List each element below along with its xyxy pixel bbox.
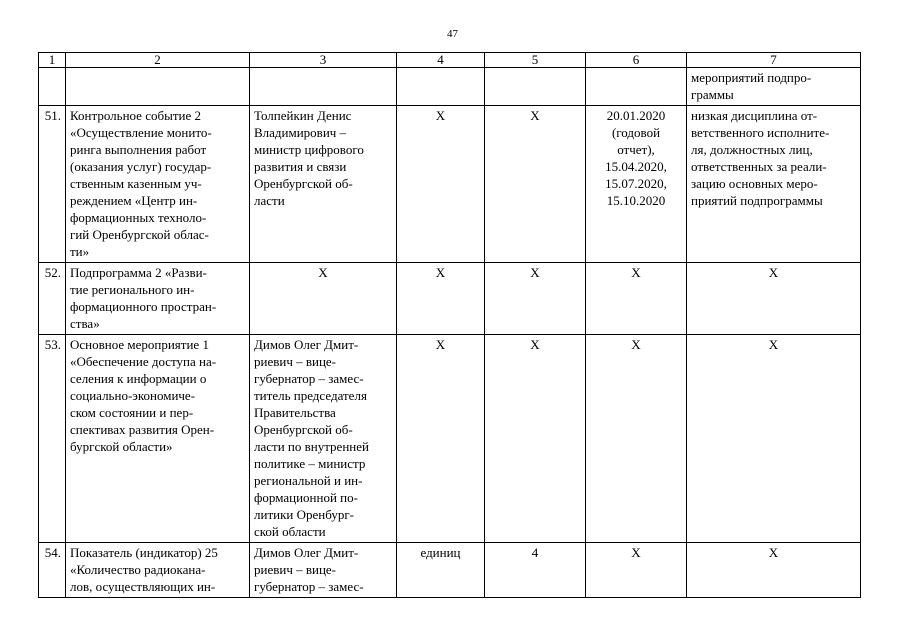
table-row: [39, 335, 861, 543]
column-header: 6: [586, 53, 687, 68]
column-header: 4: [397, 53, 485, 68]
event-cell: Подпрограмма 2 «Разви- тие регионального ин- формационного простран- ства»: [66, 263, 250, 335]
col6-cell: Х: [586, 263, 687, 335]
responsible-cell: Х: [250, 263, 397, 335]
col5-cell: Х: [485, 263, 586, 335]
event-cell: Контрольное событие 2 «Осуществление монито- ринга выполнения работ (оказания услуг) государ- ственным казенным уч- реждением «Центр ин- формационных техноло- гий Оренбургской облас- ти»: [66, 106, 250, 263]
column-header: 2: [66, 53, 250, 68]
col6-cell: Х: [586, 543, 687, 598]
col4-cell: Х: [397, 263, 485, 335]
col4-cell: Х: [397, 106, 485, 263]
row-number: 54.: [39, 543, 66, 598]
responsible-cell: Димов Олег Дмит- риевич – вице- губернатор – замес-: [250, 543, 397, 598]
col7-cell: Х: [687, 335, 861, 543]
col5-cell: 4: [485, 543, 586, 598]
page-number: 47: [447, 28, 458, 40]
table-row: [39, 543, 861, 598]
col5-cell: [485, 68, 586, 106]
col4-cell: [397, 68, 485, 106]
table-row: [39, 263, 861, 335]
event-cell: [66, 68, 250, 106]
table-row: [39, 68, 861, 106]
col5-cell: Х: [485, 106, 586, 263]
column-header: 7: [687, 53, 861, 68]
row-number: 53.: [39, 335, 66, 543]
col6-cell: 20.01.2020 (годовой отчет), 15.04.2020, 15.07.2020, 15.10.2020: [586, 106, 687, 263]
responsible-cell: Толпейкин Денис Владимирович – министр цифрового развития и связи Оренбургской об- ласти: [250, 106, 397, 263]
row-number: 51.: [39, 106, 66, 263]
responsible-cell: [250, 68, 397, 106]
event-cell: Показатель (индикатор) 25 «Количество радиокана- лов, осуществляющих ин-: [66, 543, 250, 598]
col7-cell: низкая дисциплина от- ветственного исполните- ля, должностных лиц, ответственных за реали- зацию основных меро- приятий подпрограммы: [687, 106, 861, 263]
row-number: [39, 68, 66, 106]
column-header: 3: [250, 53, 397, 68]
col5-cell: Х: [485, 335, 586, 543]
col4-cell: Х: [397, 335, 485, 543]
col4-cell: единиц: [397, 543, 485, 598]
event-cell: Основное мероприятие 1 «Обеспечение доступа на- селения к информации о социально-экономиче- ском состоянии и пер- спективах развития Орен- бургской области»: [66, 335, 250, 543]
col7-cell: Х: [687, 543, 861, 598]
column-header: 1: [39, 53, 66, 68]
col6-cell: Х: [586, 335, 687, 543]
column-header: 5: [485, 53, 586, 68]
col7-cell: мероприятий подпро- граммы: [687, 68, 861, 106]
col6-cell: [586, 68, 687, 106]
row-number: 52.: [39, 263, 66, 335]
header-row: [39, 53, 861, 68]
responsible-cell: Димов Олег Дмит- риевич – вице- губернатор – замес- титель председателя Правительства Оренбургской об- ласти по внутренней политике – министр региональной и ин- формационной по- литики Оренбург- ской области: [250, 335, 397, 543]
table-row: [39, 106, 861, 263]
col7-cell: Х: [687, 263, 861, 335]
plan-table: [38, 52, 861, 598]
